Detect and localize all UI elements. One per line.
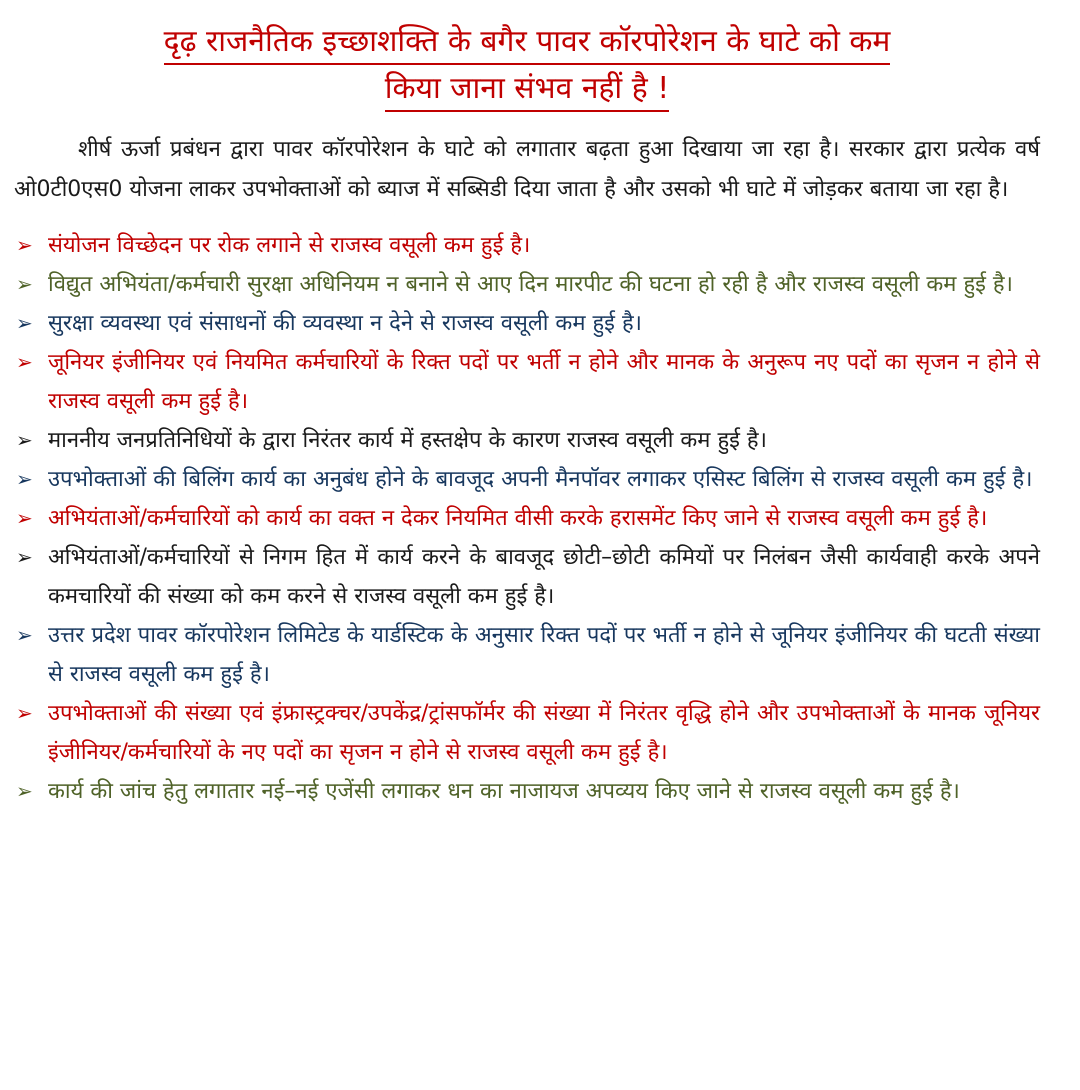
arrow-right-icon: ➢ bbox=[16, 545, 33, 569]
document-title bbox=[14, 22, 1040, 116]
arrow-right-icon: ➢ bbox=[16, 467, 33, 491]
list-item-text: सुरक्षा व्यवस्था एवं संसाधनों की व्यवस्था न देने से राजस्व वसूली कम हुई है। bbox=[48, 311, 642, 336]
list-item bbox=[14, 616, 1040, 694]
arrow-right-icon: ➢ bbox=[16, 233, 33, 257]
list-item-text: अभियंताओं/कर्मचारियों से निगम हित में कार्य करने के बावजूद छोटी–छोटी कमियों पर निलंबन जैसी कार्यवाही करके अपने कमचारियों की संख्या को कम करने से राजस्व वसूली कम हुई है। bbox=[48, 545, 1040, 609]
arrow-right-icon: ➢ bbox=[16, 311, 33, 335]
list-item bbox=[14, 499, 1040, 538]
list-item bbox=[14, 694, 1040, 772]
title-line-1: दृढ़ राजनैतिक इच्छाशक्ति के बगैर पावर कॉरपोरेशन के घाटे को कम bbox=[164, 22, 891, 65]
list-item-text: अभियंताओं/कर्मचारियों को कार्य का वक्त न देकर नियमित वीसी करके हरासमेंट किए जाने से राजस्व वसूली कम हुई है। bbox=[48, 506, 988, 531]
list-item bbox=[14, 772, 1040, 811]
arrow-right-icon: ➢ bbox=[16, 506, 33, 530]
arrow-right-icon: ➢ bbox=[16, 701, 33, 725]
arrow-right-icon: ➢ bbox=[16, 779, 33, 803]
list-item bbox=[14, 343, 1040, 421]
list-item-text: विद्युत अभियंता/कर्मचारी सुरक्षा अधिनियम न बनाने से आए दिन मारपीट की घटना हो रही है और राजस्व वसूली कम हुई है। bbox=[48, 272, 1013, 297]
intro-text: शीर्ष ऊर्जा प्रबंधन द्वारा पावर कॉरपोरेशन के घाटे को लगातार बढ़ता हुआ दिखाया जा रहा है। सरकार द्वारा प्रत्येक वर्ष ओ0टी0एस0 योजना लाकर उपभोक्ताओं को ब्याज में सब्सिडी दिया जाता है और उसको भी घाटे में जोड़कर बताया जा रहा है। bbox=[14, 137, 1040, 202]
intro-paragraph bbox=[14, 130, 1040, 210]
points-list bbox=[14, 226, 1040, 811]
list-item bbox=[14, 265, 1040, 304]
list-item bbox=[14, 226, 1040, 265]
arrow-right-icon: ➢ bbox=[16, 623, 33, 647]
list-item-text: कार्य की जांच हेतु लगातार नई–नई एजेंसी लगाकर धन का नाजायज अपव्यय किए जाने से राजस्व वसूली कम हुई है। bbox=[48, 779, 960, 804]
list-item-text: माननीय जनप्रतिनिधियों के द्वारा निरंतर कार्य में हस्तक्षेप के कारण राजस्व वसूली कम हुई है। bbox=[48, 428, 767, 453]
list-item-text: जूनियर इंजीनियर एवं नियमित कर्मचारियों के रिक्त पदों पर भर्ती न होने और मानक के अनुरूप नए पदों का सृजन न होने से राजस्व वसूली कम हुई है। bbox=[48, 350, 1040, 414]
list-item-text: उपभोक्ताओं की संख्या एवं इंफ्रास्ट्रक्चर/उपकेंद्र/ट्रांसफॉर्मर की संख्या में निरंतर वृद्धि होने और उपभोक्ताओं के मानक जूनियर इंजीनियर/कर्मचारियों के नए पदों का सृजन न होने से राजस्व वसूली कम हुई है। bbox=[48, 701, 1040, 765]
list-item bbox=[14, 304, 1040, 343]
arrow-right-icon: ➢ bbox=[16, 350, 33, 374]
list-item-text: संयोजन विच्छेदन पर रोक लगाने से राजस्व वसूली कम हुई है। bbox=[48, 233, 531, 258]
arrow-right-icon: ➢ bbox=[16, 428, 33, 452]
arrow-right-icon: ➢ bbox=[16, 272, 33, 296]
title-line-2: किया जाना संभव नहीं है ! bbox=[385, 69, 669, 112]
list-item-text: उत्तर प्रदेश पावर कॉरपोरेशन लिमिटेड के यार्डस्टिक के अनुसार रिक्त पदों पर भर्ती न होने से जूनियर इंजीनियर की घटती संख्या से राजस्व वसूली कम हुई है। bbox=[48, 623, 1040, 687]
list-item bbox=[14, 421, 1040, 460]
list-item bbox=[14, 460, 1040, 499]
list-item-text: उपभोक्ताओं की बिलिंग कार्य का अनुबंध होने के बावजूद अपनी मैनपॉवर लगाकर एसिस्ट बिलिंग से राजस्व वसूली कम हुई है। bbox=[48, 467, 1033, 492]
list-item bbox=[14, 538, 1040, 616]
